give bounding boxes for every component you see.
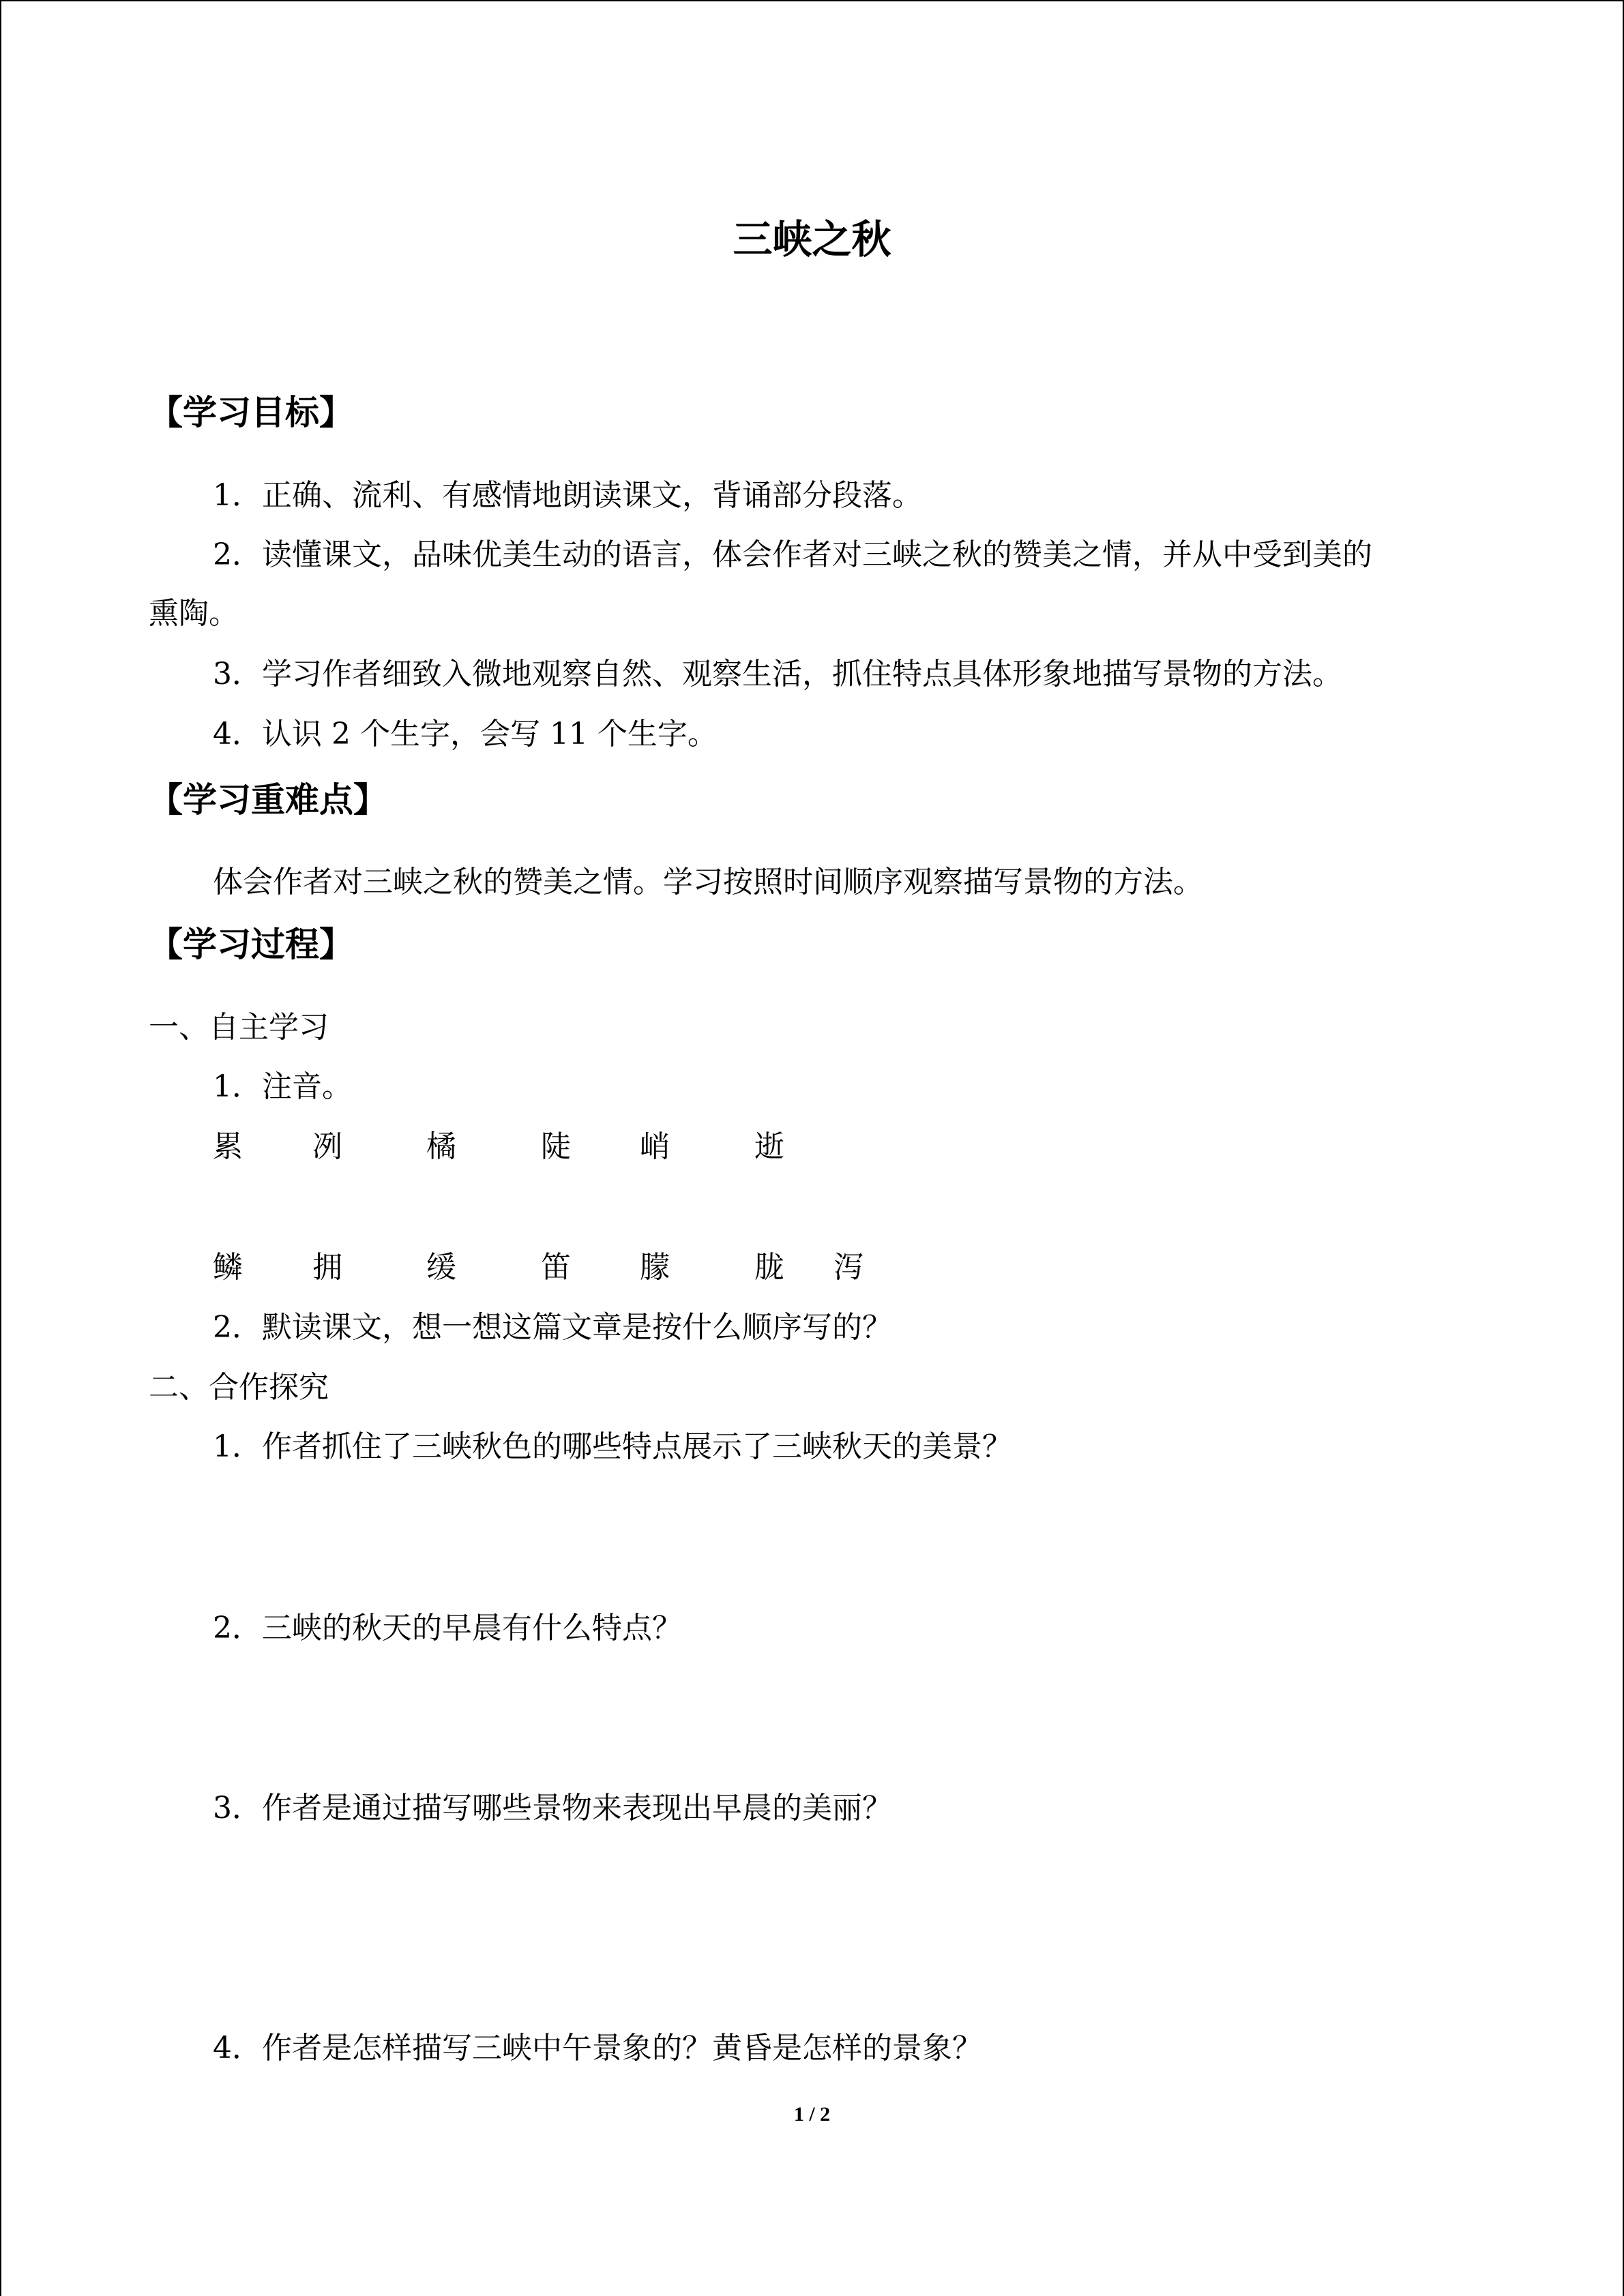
char-item: 拥 — [312, 1250, 342, 1285]
part2-q1: 1．作者抓住了三峡秋色的哪些特点展示了三峡秋天的美景？ — [213, 1429, 1012, 1464]
page-title: 三峡之秋 — [733, 216, 891, 263]
char-item: 峭 — [640, 1129, 670, 1164]
goal-item-2: 2．读懂课文，品味优美生动的语言，体会作者对三峡之秋的赞美之情，并从中受到美的 — [213, 537, 1372, 572]
pinyin-chars-row-1 — [0, 1129, 1624, 1166]
key-points-text: 体会作者对三峡之秋的赞美之情。学习按照时间顺序观察描写景物的方法。 — [213, 865, 1203, 899]
char-item: 缓 — [426, 1250, 456, 1285]
char-item: 胧 — [754, 1250, 784, 1285]
char-item: 逝 — [754, 1129, 784, 1164]
process-heading: 【学习过程】 — [149, 925, 353, 964]
char-item: 冽 — [312, 1129, 342, 1164]
part1-q2: 2．默读课文，想一想这篇文章是按什么顺序写的？ — [213, 1310, 892, 1345]
goals-heading: 【学习目标】 — [149, 393, 353, 432]
part2-q3: 3．作者是通过描写哪些景物来表现出早晨的美丽？ — [213, 1791, 892, 1825]
part2-label: 二、合作探究 — [149, 1370, 329, 1405]
char-item: 累 — [213, 1129, 243, 1164]
part2-q4: 4．作者是怎样描写三峡中午景象的？黄昏是怎样的景象？ — [213, 2031, 982, 2066]
part2-q2: 2．三峡的秋天的早晨有什么特点？ — [213, 1611, 682, 1645]
goal-item-4: 4．认识 2 个生字，会写 11 个生字。 — [213, 717, 718, 751]
char-item: 陡 — [541, 1129, 571, 1164]
part1-label: 一、自主学习 — [149, 1010, 329, 1045]
pinyin-chars-row-2 — [0, 1250, 1624, 1287]
char-item: 朦 — [640, 1250, 670, 1285]
goal-item-2-cont: 熏陶。 — [149, 596, 239, 631]
char-item: 橘 — [426, 1129, 456, 1164]
char-item: 鳞 — [213, 1250, 243, 1285]
char-item: 笛 — [541, 1250, 571, 1285]
char-item: 泻 — [833, 1250, 863, 1285]
part1-q1: 1．注音。 — [213, 1069, 352, 1104]
goal-item-1: 1．正确、流利、有感情地朗读课文，背诵部分段落。 — [213, 478, 922, 513]
page-number: 1 / 2 — [793, 2103, 831, 2126]
goal-item-3: 3．学习作者细致入微地观察自然、观察生活，抓住特点具体形象地描写景物的方法。 — [213, 657, 1342, 691]
key-points-heading: 【学习重难点】 — [149, 780, 387, 820]
